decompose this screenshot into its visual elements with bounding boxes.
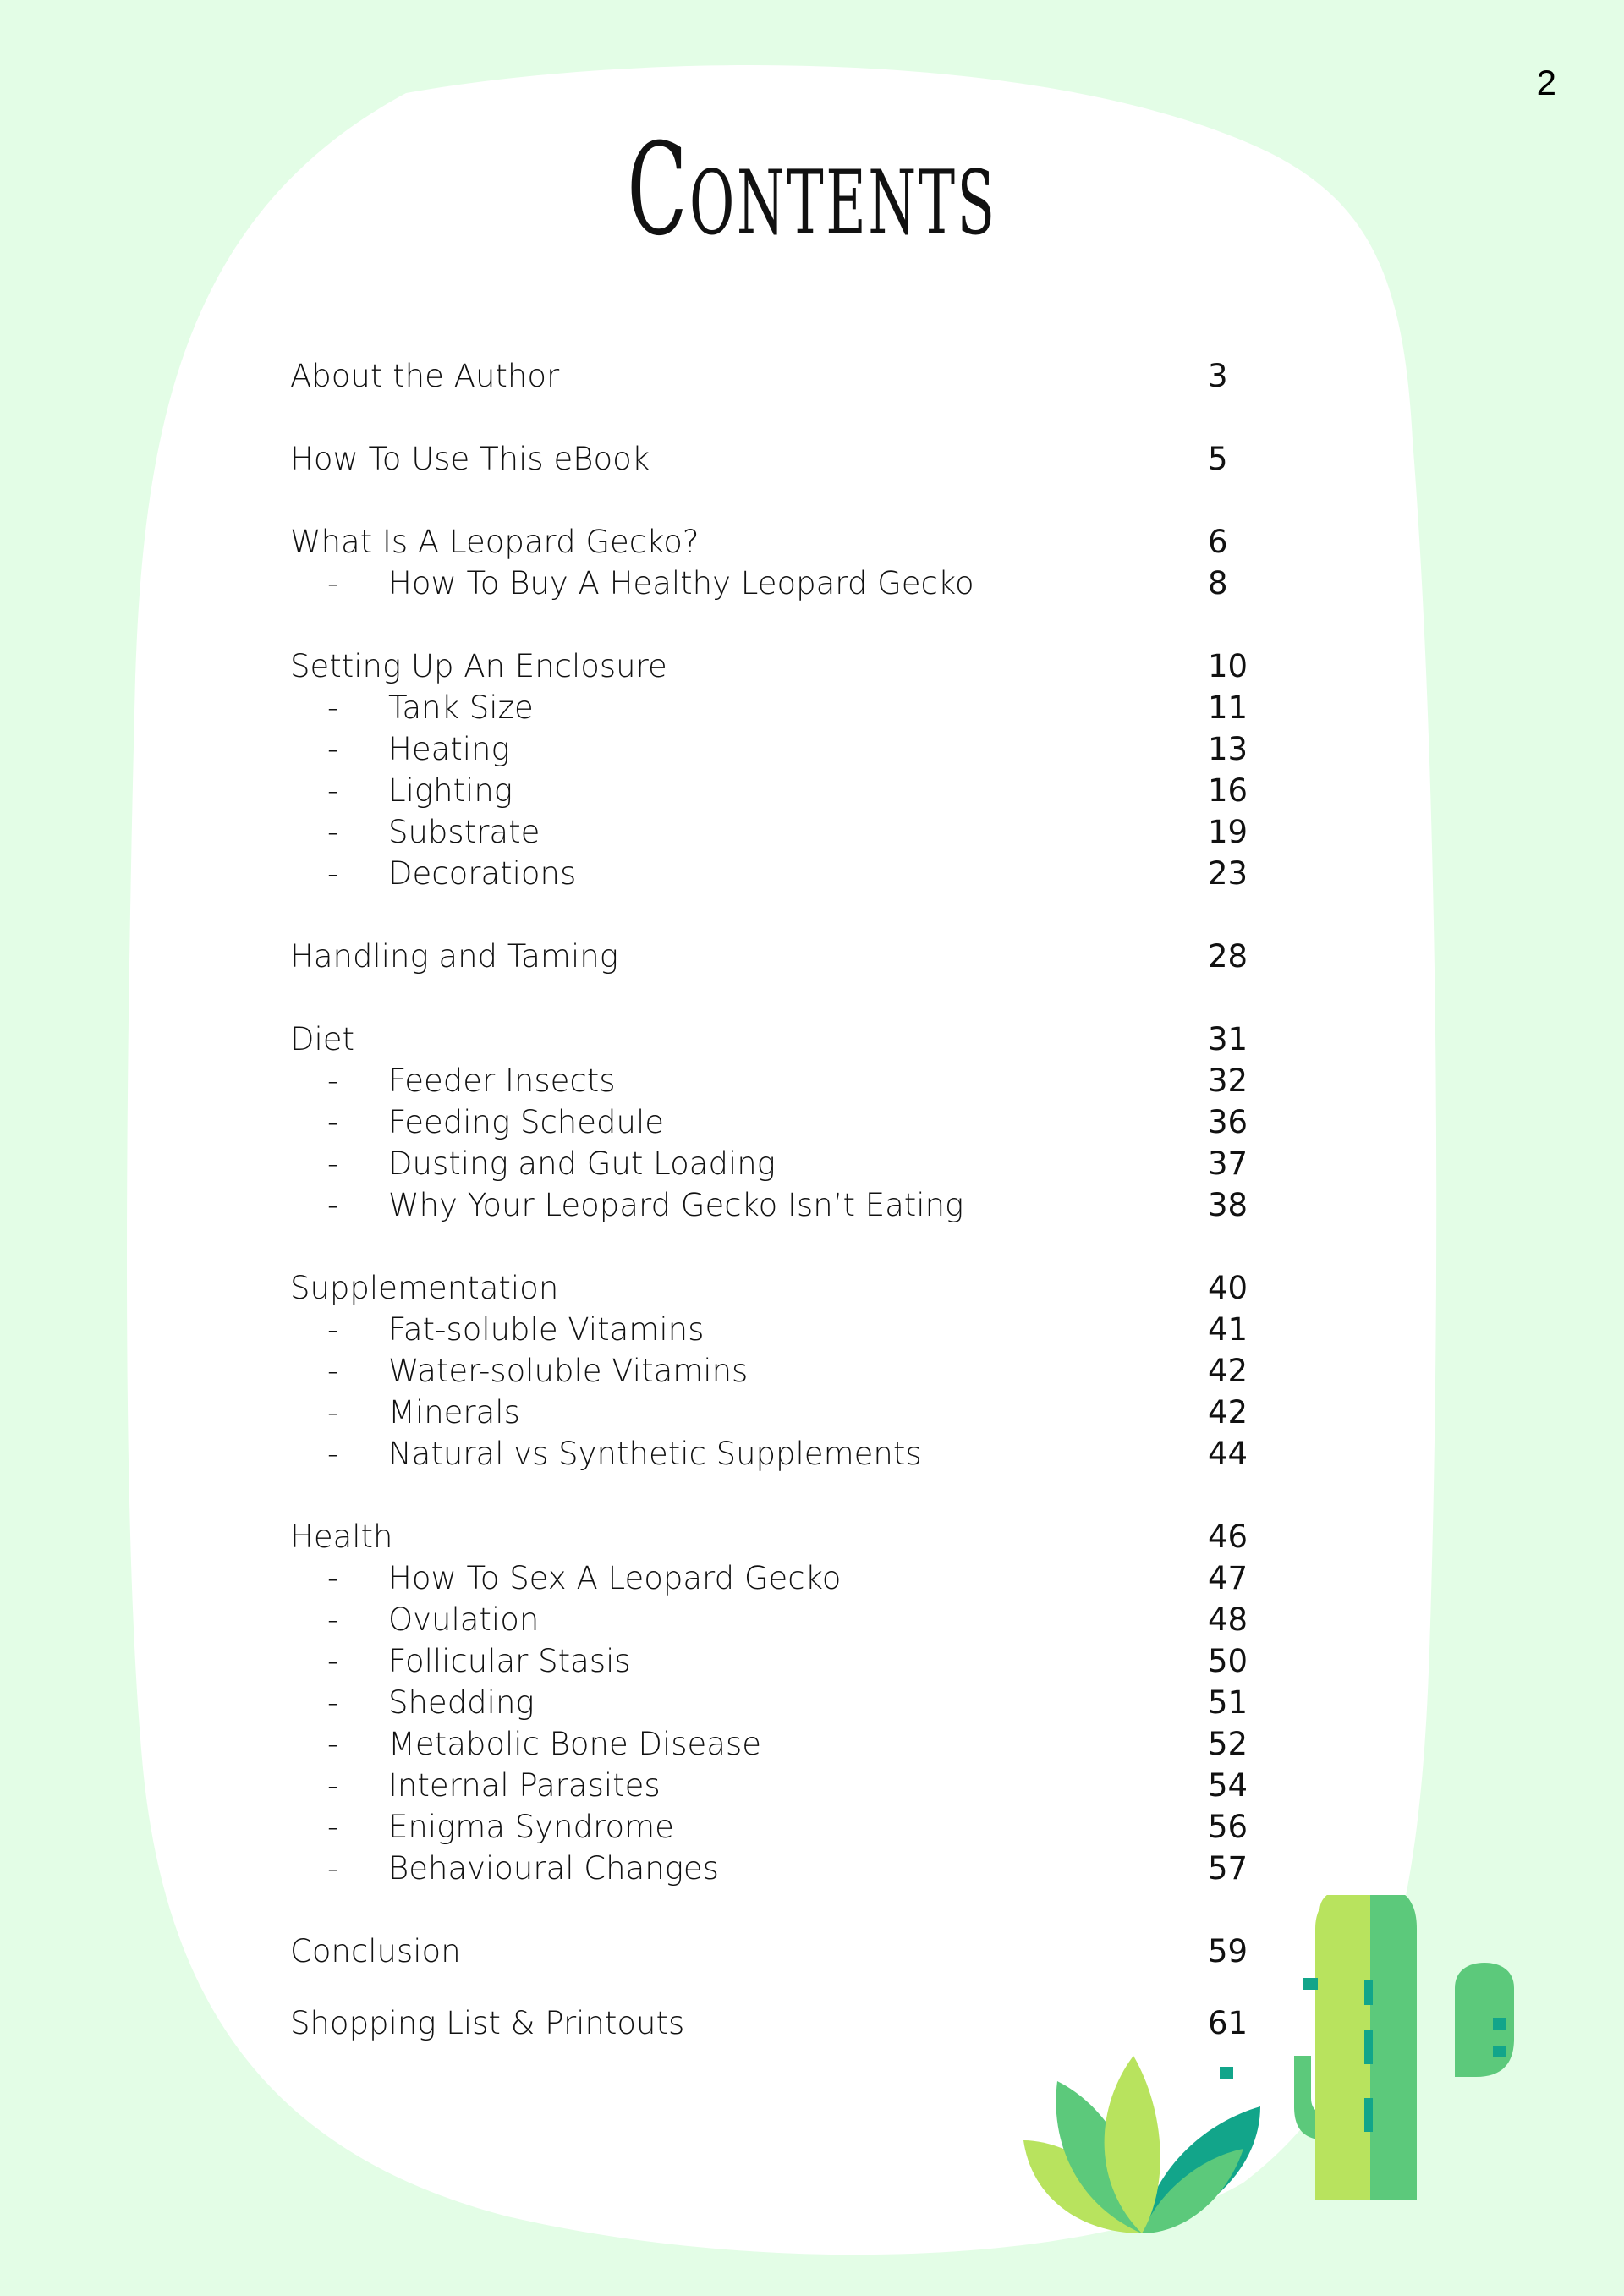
toc-label: Tank Size <box>388 689 534 726</box>
toc-dash: - <box>327 565 339 601</box>
toc-dash: - <box>327 1601 339 1638</box>
toc-label: Conclusion <box>290 1933 461 1969</box>
toc-label: What Is A Leopard Gecko? <box>290 524 700 560</box>
page-number: 2 <box>1536 63 1556 102</box>
toc-entry <box>290 1019 354 1061</box>
toc-entry <box>290 2002 684 2045</box>
toc-page-number: 31 <box>1208 1021 1248 1057</box>
toc-page-number: 8 <box>1208 565 1228 601</box>
toc-dash: - <box>327 1767 339 1804</box>
toc-page-number: 54 <box>1208 1767 1248 1804</box>
toc-label: Supplementation <box>290 1270 559 1306</box>
toc-label: Handling and Taming <box>290 938 618 975</box>
toc-page-number: 38 <box>1208 1187 1248 1223</box>
toc-entry <box>290 645 667 688</box>
toc-page-number: 28 <box>1208 938 1248 975</box>
toc-page-number: 6 <box>1208 524 1228 560</box>
toc-page-number: 41 <box>1208 1311 1248 1348</box>
toc-label: Shedding <box>388 1684 535 1721</box>
toc-label: About the Author <box>290 358 560 394</box>
toc-label: Feeder Insects <box>388 1063 616 1099</box>
toc-dash: - <box>327 1104 339 1140</box>
toc-dash: - <box>327 1063 339 1099</box>
toc-page-number: 46 <box>1208 1519 1248 1555</box>
cactus-icon <box>1220 1895 1514 2200</box>
toc-page-number: 42 <box>1208 1353 1248 1389</box>
toc-page-number: 57 <box>1208 1850 1248 1887</box>
toc-page-number: 56 <box>1208 1809 1248 1845</box>
succulent-icon <box>1023 2056 1260 2233</box>
toc-entry <box>290 1516 393 1558</box>
toc-page-number: 44 <box>1208 1436 1248 1472</box>
toc-page-number: 19 <box>1208 814 1248 850</box>
toc-label: Natural vs Synthetic Supplements <box>388 1436 922 1472</box>
toc-dash: - <box>327 1353 339 1389</box>
toc-page-number: 61 <box>1208 2005 1248 2041</box>
toc-label: Diet <box>290 1021 355 1057</box>
toc-label: Substrate <box>388 814 540 850</box>
toc-label: How To Sex A Leopard Gecko <box>388 1560 842 1596</box>
toc-dash: - <box>327 689 339 726</box>
toc-page-number: 48 <box>1208 1601 1248 1638</box>
toc-page-number: 51 <box>1208 1684 1248 1721</box>
toc-label: Dusting and Gut Loading <box>388 1145 776 1182</box>
toc-page-number: 16 <box>1208 772 1248 809</box>
toc-label: Setting Up An Enclosure <box>290 648 667 684</box>
toc-page-number: 3 <box>1208 358 1228 394</box>
toc-label: Lighting <box>388 772 513 809</box>
toc-label: Shopping List & Printouts <box>290 2005 685 2041</box>
toc-label: Enigma Syndrome <box>388 1809 674 1845</box>
toc-page-number: 13 <box>1208 731 1248 767</box>
plants-illustration <box>1015 1895 1522 2250</box>
toc-label: Why Your Leopard Gecko Isn’t Eating <box>388 1187 964 1223</box>
toc-dash: - <box>327 1684 339 1721</box>
toc-dash: - <box>327 772 339 809</box>
toc-entry <box>290 1931 461 1973</box>
toc-label: Behavioural Changes <box>388 1850 719 1887</box>
toc-page-number: 11 <box>1208 689 1248 726</box>
toc-dash: - <box>327 1809 339 1845</box>
toc-label: How To Use This eBook <box>290 441 650 477</box>
toc-label: Decorations <box>388 855 577 892</box>
toc-dash: - <box>327 1311 339 1348</box>
toc-entry <box>290 936 618 978</box>
toc-page-number: 47 <box>1208 1560 1248 1596</box>
toc-dash: - <box>327 1560 339 1596</box>
toc-dash: - <box>327 1145 339 1182</box>
toc-label: Health <box>290 1519 393 1555</box>
toc-entry <box>290 1267 558 1310</box>
toc-dash: - <box>327 1726 339 1762</box>
toc-page-number: 37 <box>1208 1145 1248 1182</box>
toc-label: Follicular Stasis <box>388 1643 631 1679</box>
toc-page-number: 59 <box>1208 1933 1248 1969</box>
toc-dash: - <box>327 1850 339 1887</box>
toc-page-number: 42 <box>1208 1394 1248 1431</box>
toc-entry <box>290 355 559 398</box>
toc-dash: - <box>327 731 339 767</box>
toc-dash: - <box>327 814 339 850</box>
toc-dash: - <box>327 855 339 892</box>
toc-label: Metabolic Bone Disease <box>388 1726 762 1762</box>
toc-entry <box>290 438 650 481</box>
toc-page-number: 23 <box>1208 855 1248 892</box>
toc-dash: - <box>327 1436 339 1472</box>
toc-label: Minerals <box>388 1394 520 1431</box>
toc-page-number: 5 <box>1208 441 1228 477</box>
toc-label: Fat-soluble Vitamins <box>388 1311 705 1348</box>
toc-entry <box>290 521 700 563</box>
toc-label: How To Buy A Healthy Leopard Gecko <box>388 565 974 601</box>
toc-page-number: 10 <box>1208 648 1248 684</box>
toc-page-number: 40 <box>1208 1270 1248 1306</box>
toc-label: Feeding Schedule <box>388 1104 664 1140</box>
toc-dash: - <box>327 1394 339 1431</box>
toc-page-number: 50 <box>1208 1643 1248 1679</box>
toc-page-number: 36 <box>1208 1104 1248 1140</box>
toc-label: Water-soluble Vitamins <box>388 1353 749 1389</box>
toc-dash: - <box>327 1187 339 1223</box>
page-title: Contents <box>627 117 997 264</box>
toc-page-number: 52 <box>1208 1726 1248 1762</box>
toc-label: Heating <box>388 731 510 767</box>
toc-page-number: 32 <box>1208 1063 1248 1099</box>
toc-label: Internal Parasites <box>388 1767 661 1804</box>
toc-dash: - <box>327 1643 339 1679</box>
toc-label: Ovulation <box>388 1601 540 1638</box>
